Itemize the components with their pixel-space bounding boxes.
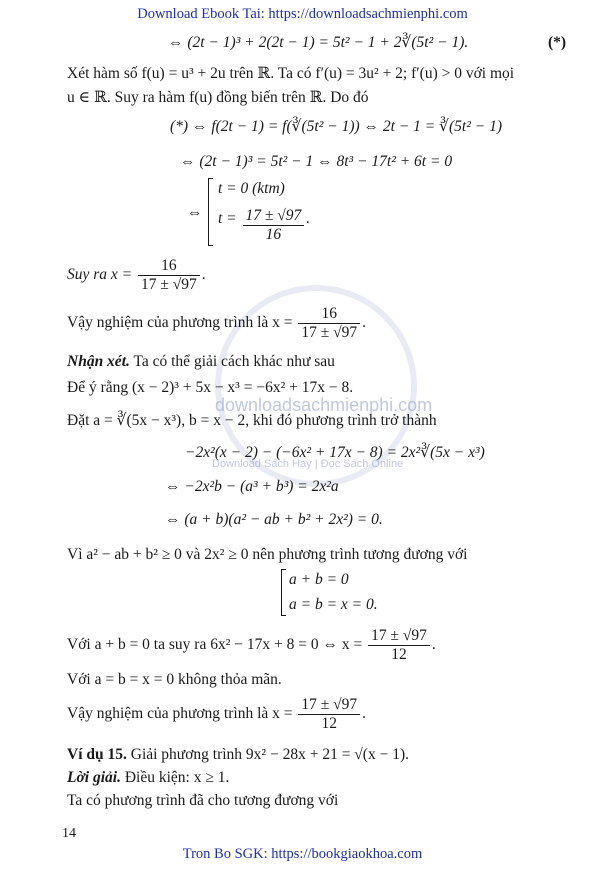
conclusion-1-denominator: 17 ± √97: [298, 323, 360, 342]
system-bracket: [281, 569, 286, 616]
system-eq-1: a + b = 0: [289, 571, 349, 588]
suy-ra-line: Suy ra x = $\frac{16}{17 \pm √97}$ .: [67, 257, 206, 293]
example-15-text: Giải phương trình 9x² − 28x + 21 = √(x − 1).: [130, 746, 410, 763]
equation-5: −2x²(x − 2) − (−6x² + 17x − 8) = 2x²∛(5x − x³): [185, 444, 485, 461]
case-2-denominator: 16: [243, 225, 305, 244]
conclusion-2-denominator: 12: [298, 714, 360, 733]
case-1: t = 0 (ktm): [218, 180, 285, 197]
conclusion-1: Vậy nghiệm của phương trình là x = $\frac{16}{17 \pm √97}$ .: [67, 305, 367, 341]
header-link[interactable]: Download Ebook Tai: https://downloadsachmienphi.com: [137, 6, 468, 22]
case-bracket: [208, 178, 213, 246]
conclusion-2-numerator: 17 ± √97: [301, 696, 358, 713]
remark-text: Ta có thể giải cách khác như sau: [133, 353, 335, 370]
equation-star: ⇔ (2t − 1)³ + 2(2t − 1) = 5t² − 1 + 2∛(5t² − 1).: [168, 34, 469, 51]
since-line: Vì a² − ab + b² ≥ 0 và 2x² ≥ 0 nên phương trình tương đương với: [67, 546, 468, 563]
equation-7: ⇔ (a + b)(a² − ab + b² + 2x²) = 0.: [165, 511, 383, 528]
suy-ra-denominator: 17 ± √97: [138, 275, 200, 294]
paragraph-function: Xét hàm số f(u) = u³ + 2u trên ℝ. Ta có f′(u) = 3u² + 2; f′(u) > 0 với mọi: [67, 65, 515, 82]
case-a-plus-b-numerator: 17 ± √97: [371, 627, 427, 644]
page-number: 14: [62, 826, 76, 841]
substitution-line: Đặt a = ∛(5x − x³), b = x − 2, khi đó phương trình trở thành: [67, 412, 437, 429]
case-2: t = $\frac{17 \pm √97}{16}$ .: [218, 207, 311, 243]
note-identity: Để ý rằng (x − 2)³ + 5x − x³ = −6x² + 17x − 8.: [67, 379, 354, 396]
conclusion-1-label: Vậy nghiệm của phương trình là x =: [67, 314, 293, 332]
case-a-plus-b-label: Với a + b = 0 ta suy ra 6x² − 17x + 8 = 0 ⇔ x =: [67, 636, 363, 654]
case-a-plus-b: Với a + b = 0 ta suy ra 6x² − 17x + 8 = 0 ⇔ x = $\frac{17 \pm √97}{12}$ .: [67, 627, 436, 663]
case-2-fraction: [243, 207, 305, 244]
case-zero: Với a = b = x = 0 không thỏa mãn.: [67, 671, 282, 688]
case-2-numerator: 17 ± √97: [245, 207, 302, 224]
footer-link[interactable]: Tron Bo SGK: https://bookgiaokhoa.com: [182, 846, 423, 862]
case-a-plus-b-fraction: [368, 627, 430, 664]
equation-6: ⇔ −2x²b − (a³ + b³) = 2x²a: [165, 478, 339, 495]
case-a-plus-b-denominator: 12: [368, 645, 430, 664]
paragraph-function-cont: u ∈ ℝ. Suy ra hàm f(u) đồng biến trên ℝ. Do đó: [67, 89, 369, 106]
conclusion-1-fraction: [298, 305, 360, 342]
remark-line: [67, 353, 335, 371]
suy-ra-fraction: [138, 257, 200, 294]
remark-title: Nhận xét.: [67, 353, 130, 370]
equation-4-arrow: ⇔: [187, 204, 203, 221]
watermark-line2: Download Sách Hay | Đọc Sách Online: [212, 458, 404, 470]
equation-3: ⇔ (2t − 1)³ = 5t² − 1 ⇔ 8t³ − 17t² + 6t = 0: [180, 153, 453, 170]
conclusion-2-label: Vậy nghiệm của phương trình là x =: [67, 705, 293, 723]
system-eq-2: a = b = x = 0.: [289, 596, 378, 613]
suy-ra-label: Suy ra x =: [67, 266, 133, 284]
equivalent-line: Ta có phương trình đã cho tương đương với: [67, 792, 339, 809]
watermark-line1: downloadsachmienphi.com: [215, 395, 433, 415]
example-15-title: Ví dụ 15.: [67, 746, 127, 763]
suy-ra-numerator: 16: [161, 257, 177, 274]
conclusion-1-numerator: 16: [321, 305, 337, 322]
case-2-lhs: t =: [218, 210, 237, 227]
conclusion-2: Vậy nghiệm của phương trình là x = $\frac{17 \pm √97}{12}$ .: [67, 696, 367, 732]
equation-star-label: (*): [548, 34, 567, 51]
conclusion-2-fraction: [298, 696, 360, 733]
solution-title: Lời giải.: [67, 769, 121, 786]
equation-2: (*) ⇔ f(2t − 1) = f(∛(5t² − 1)) ⇔ 2t − 1 = ∛(5t² − 1): [170, 118, 503, 135]
example-15: [67, 746, 409, 764]
solution-line: [67, 769, 229, 787]
solution-text: Điều kiện: x ≥ 1.: [124, 769, 230, 786]
